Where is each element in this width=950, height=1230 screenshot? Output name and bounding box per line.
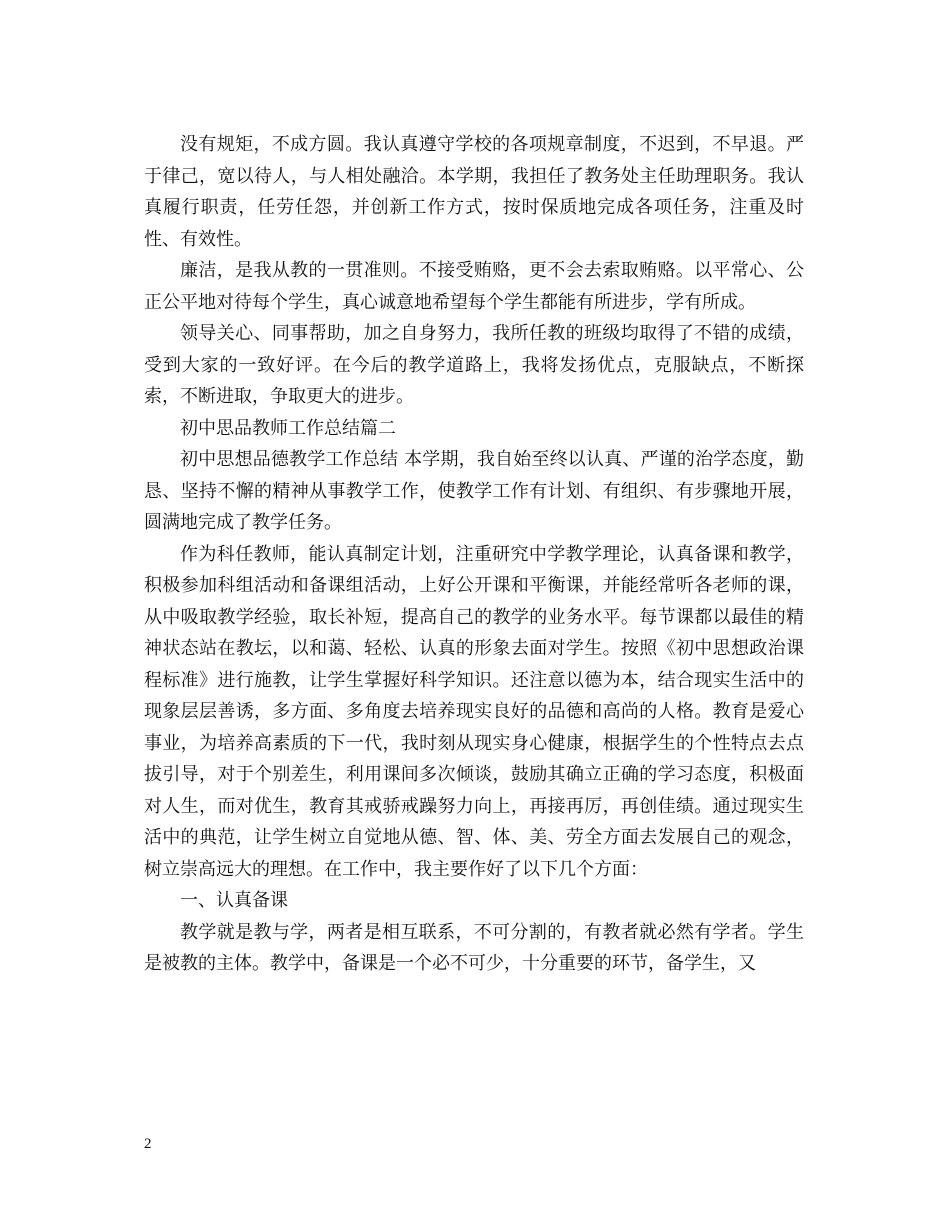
paragraph-2: 廉洁，是我从教的一贯准则。不接受贿赂，更不会去索取贿赂。以平常心、公正公平地对待每个学生，真心诚意地希望每个学生都能有所进步，学有所成。 [144,260,804,313]
paragraph-1: 没有规矩，不成方圆。我认真遵守学校的各项规章制度，不迟到，不早退。严于律己，宽以待人，与人相处融洽。本学期，我担任了教务处主任助理职务。我认真履行职责，任劳任怨，并创新工作方式，按时保质地完成各项任务，注重及时性、有效性。 [144,134,804,250]
paragraph-6: 作为科任教师，能认真制定计划，注重研究中学教学理论，认真备课和教学，积极参加科组活动和备课组活动，上好公开课和平衡课，并能经常听各老师的课，从中吸取教学经验，取长补短，提高自己的教学的业务水平。每节课都以最佳的精神状态站在教坛，以和蔼、轻松、认真的形象去面对学生。按照《初中思想政治课程标准》进行施教，让学生掌握好科学知识。还注意以德为本，结合现实生活中的现象层层善诱，多方面、多角度去培养现实良好的品德和高尚的人格。教育是爱心事业，为培养高素质的下一代，我时刻从现实身心健康，根据学生的个性特点去点拔引导，对于个别差生，利用课间多次倾谈，鼓励其确立正确的学习态度，积极面对人生，而对优生，教育其戒骄戒躁努力向上，再接再厉，再创佳绩。通过现实生活中的典范，让学生树立自觉地从德、智、体、美、劳全方面去发展自己的观念，树立崇高远大的理想。在工作中，我主要作好了以下几个方面： [144,543,804,880]
subheading-prepare-lessons: 一、认真备课 [180,890,288,911]
paragraph-3: 领导关心、同事帮助，加之自身努力，我所任教的班级均取得了不错的成绩，受到大家的一致好评。在今后的教学道路上，我将发扬优点，克服缺点，不断探索，不断进取，争取更大的进步。 [144,323,804,407]
section-heading-part-two: 初中思品教师工作总结篇二 [180,417,396,439]
paragraph-5: 初中思想品德教学工作总结 本学期，我自始至终以认真、严谨的治学态度，勤恳、坚持不懈的精神从事教学工作，使教学工作有计划、有组织、有步骤地开展，圆满地完成了教学任务。 [144,449,804,533]
document-body [144,129,804,980]
page-number: 2 [144,1136,152,1152]
paragraph-8: 教学就是教与学，两者是相互联系，不可分割的，有教者就必然有学者。学生是被教的主体。教学中，备课是一个必不可少，十分重要的环节，备学生，又 [144,921,804,974]
